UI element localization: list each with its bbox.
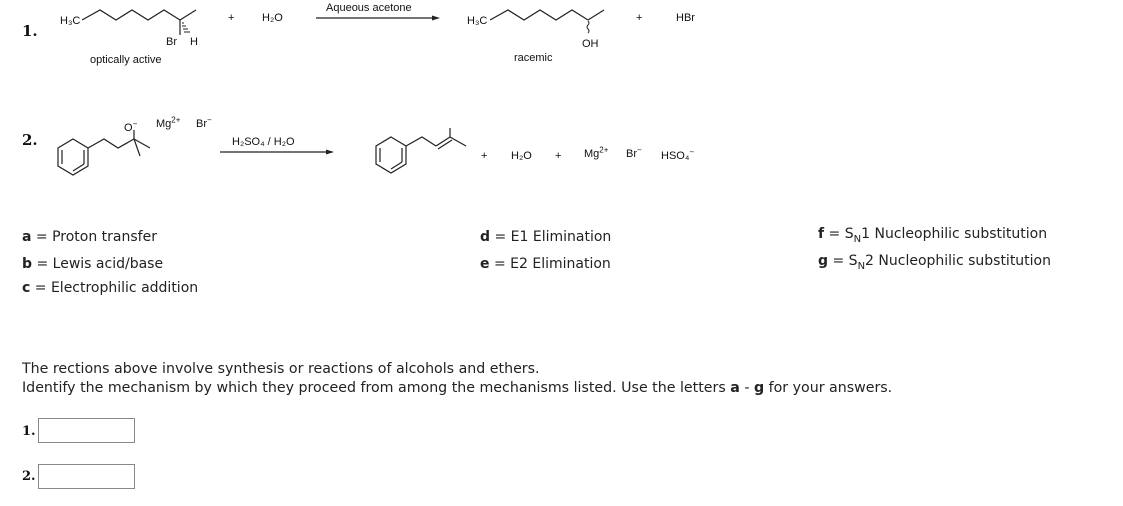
reaction-2-arrow [220,150,334,155]
plus-sign: + [228,12,235,24]
reactant-1-note: optically active [90,54,162,66]
mechanism-f: $f = S_N1$ Nucleophilic substitution [818,226,1048,245]
reactant-1-br: Br [166,36,177,48]
product-bromide-ion: Br− [626,145,642,160]
answer-2-label: 2. [22,469,36,484]
mechanism-e: e = E2 Elimination [480,256,611,272]
mechanism-g: $g = S_N2$ Nucleophilic substitution [818,253,1051,272]
product-1-oh: OH [582,38,599,50]
answer-2-input[interactable] [38,464,135,489]
byproduct-hbr: HBr [676,12,695,24]
plus-sign: + [481,150,488,162]
reaction-2-diagram [0,100,1123,190]
reaction-1-arrow [316,16,440,21]
plus-sign: + [636,12,643,24]
product-water: H₂O [511,150,532,162]
reactant-2-bromide: Br− [196,115,212,130]
reagent-water: H₂O [262,12,283,24]
mechanism-b: b = Lewis acid/base [22,256,164,272]
reaction-2-condition: H₂SO₄ / H₂O [232,136,295,148]
wavy-bond [587,21,589,33]
product-bisulfate-ion: HSO₄− [661,147,694,162]
product-2-benzene-ring [376,137,406,173]
reaction-1-condition: Aqueous acetone [326,2,412,14]
mechanism-c: c = Electrophilic addition [22,280,199,296]
reactant-2-oxygen: O− [124,119,138,134]
reaction-2-number: 2. [22,131,38,149]
product-1-note: racemic [514,52,553,64]
reactant-1-skeleton [82,10,196,35]
mechanism-a: a = Proton transfer [22,229,157,245]
reactant-1-ch3: H₃C [60,15,81,27]
reactant-1-h: H [190,36,198,48]
reaction-1-number: 1. [22,22,38,40]
product-magnesium-ion: $Mg^{2+}$ [584,145,609,160]
answer-1-label: 1. [22,424,36,439]
product-1-skeleton [490,10,604,20]
instructions-line-1: The rections above involve synthesis or reactions of alcohols and ethers. [22,361,540,377]
hashed-wedge-bond [182,23,190,32]
answer-1-input[interactable] [38,418,135,443]
reactant-2-magnesium: $Mg^{2+}$ [156,115,181,130]
instructions-line-2: Identify the mechanism by which they proceed from among the mechanisms listed. Use the letters a - g for your answers. [22,380,893,396]
product-1-ch3: H₃C [467,15,488,27]
product-2-chain [406,128,466,149]
reactant-2-benzene-ring [58,139,88,175]
mechanism-d: d = E1 Elimination [480,229,612,245]
reactant-2-chain [88,130,150,156]
plus-sign: + [555,150,562,162]
